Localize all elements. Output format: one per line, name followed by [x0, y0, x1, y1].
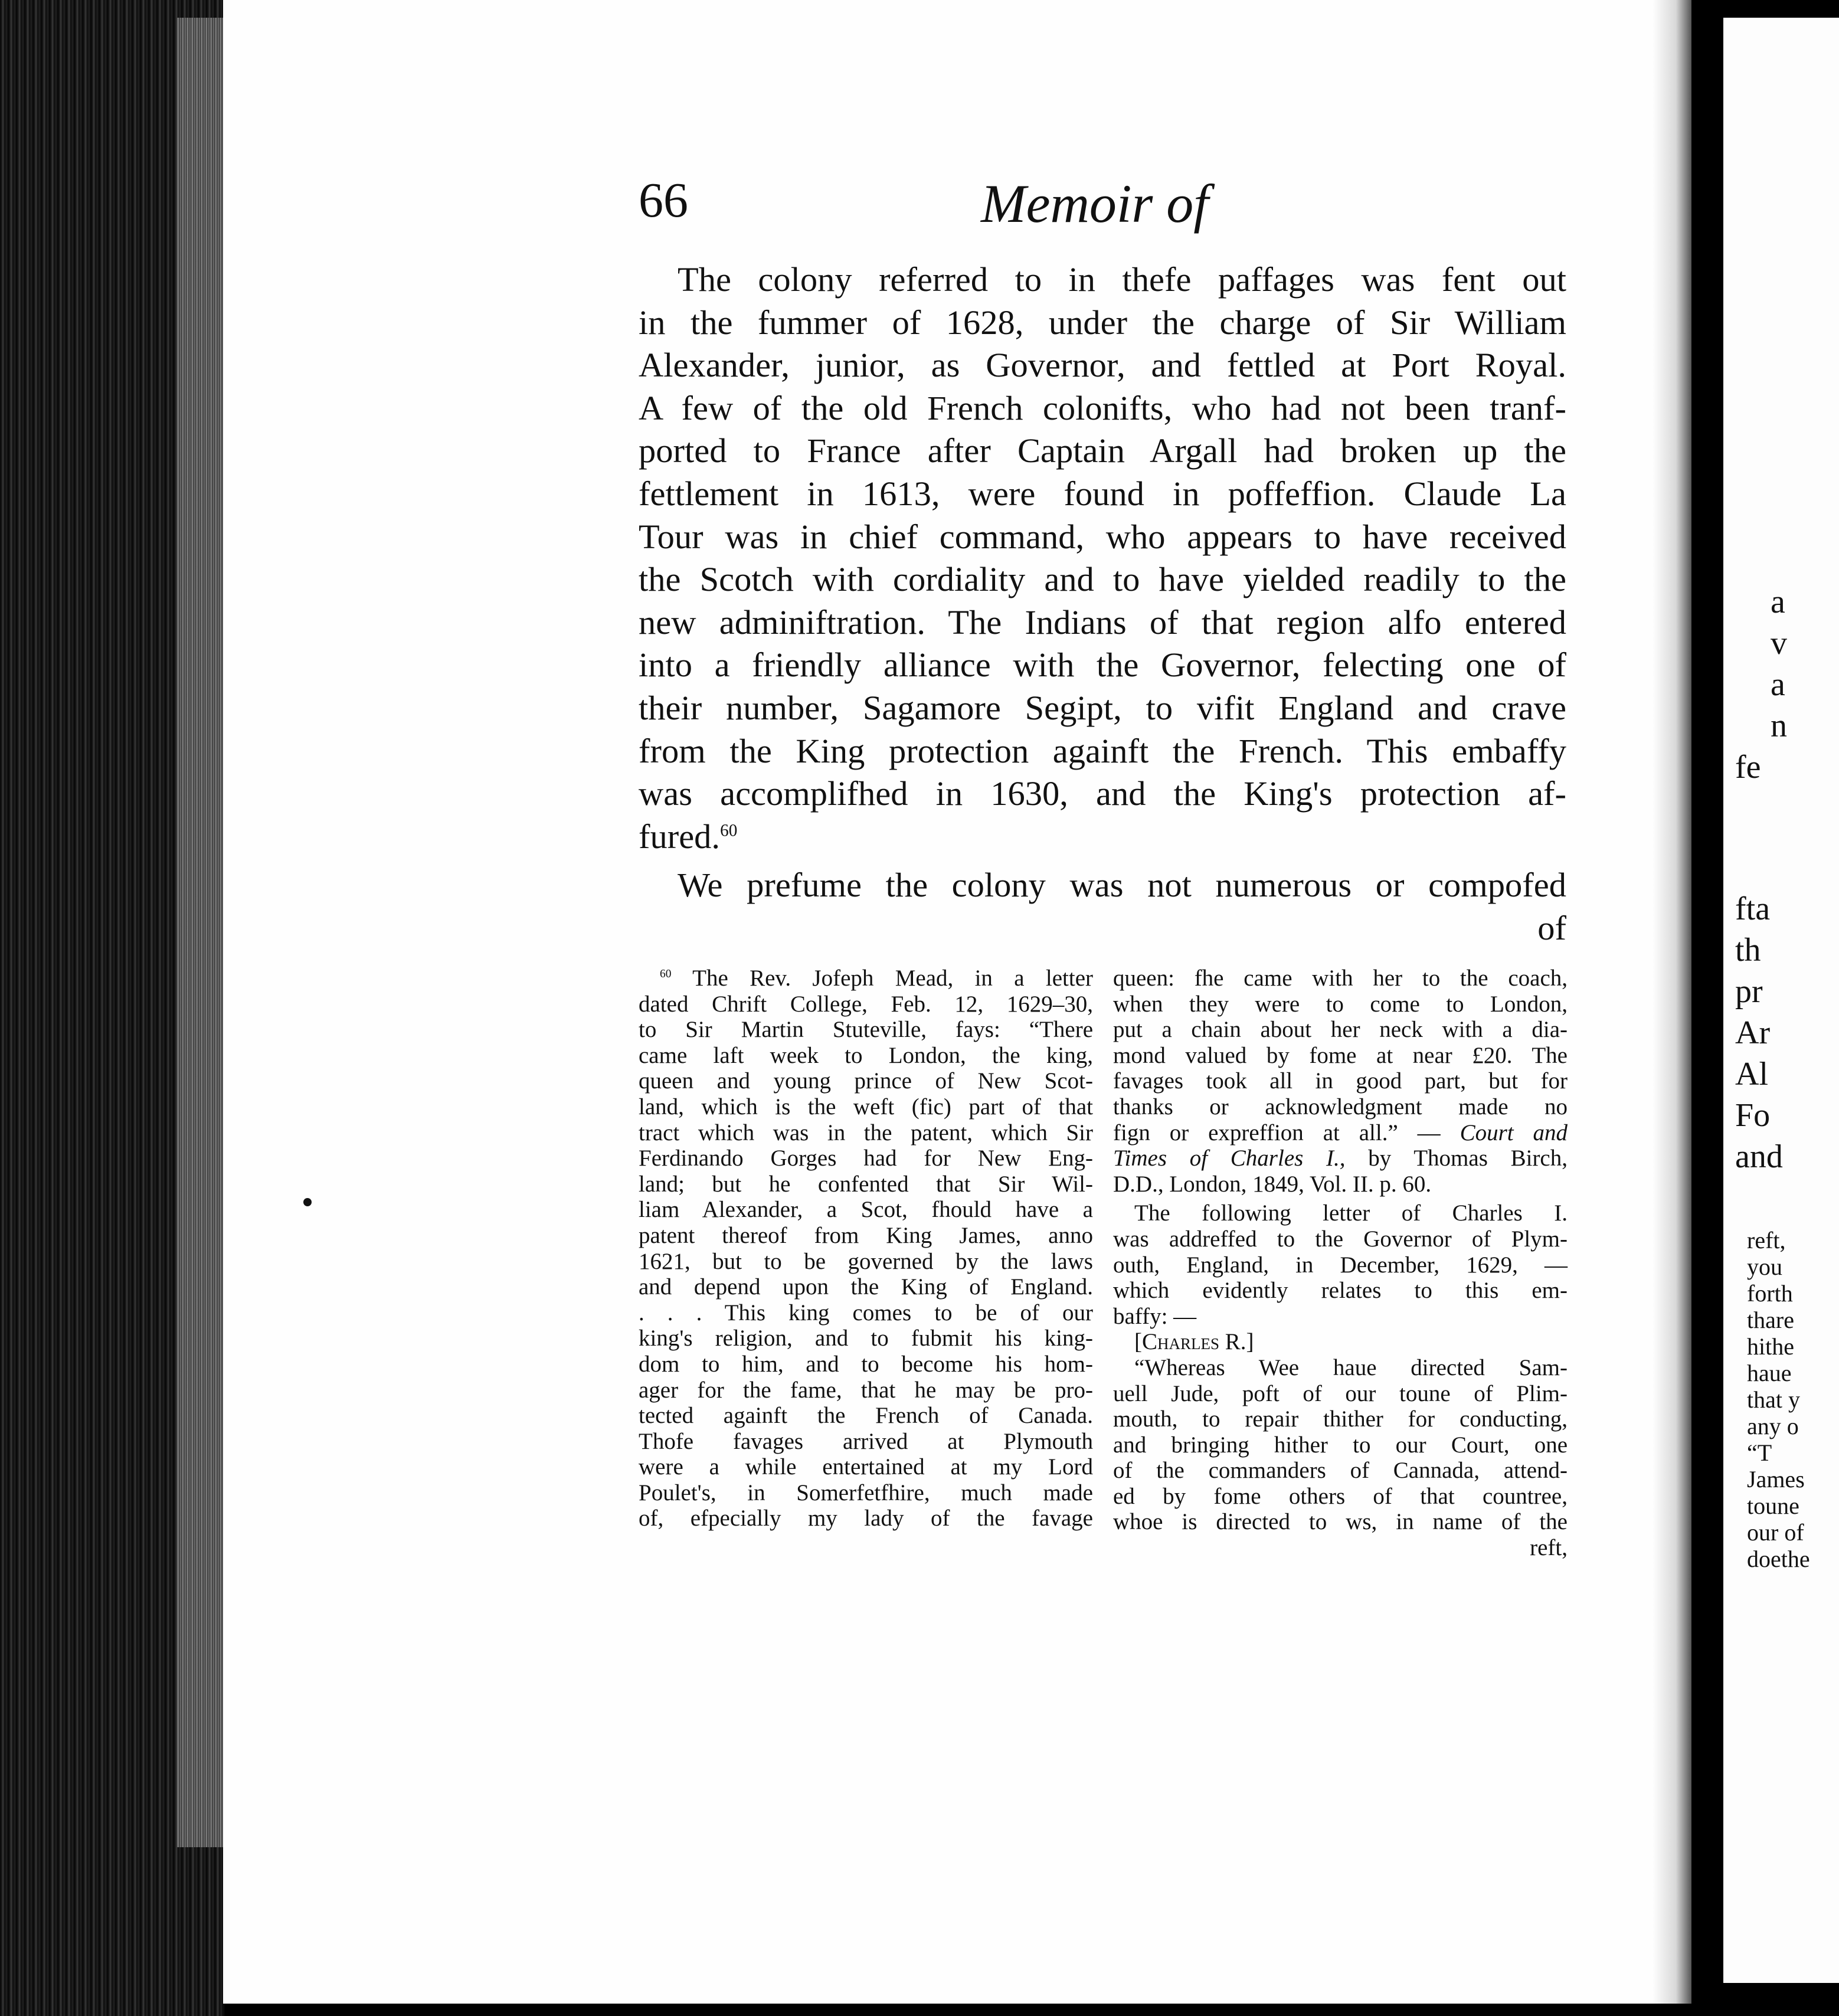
footnote-line: land, which is the weft (fic) part of that	[639, 1094, 1093, 1120]
body-line: Alexander, junior, as Governor, and fettled at Port Royal.	[639, 346, 1566, 385]
footnote-line: fign or expreffion at all.” — Court and	[1113, 1120, 1568, 1146]
footnote-line: queen and young prince of New Scot-	[639, 1068, 1093, 1094]
footnote-line: king's religion, and to fubmit his king-	[639, 1326, 1093, 1351]
right-page-text: a	[1771, 584, 1785, 620]
body-line: A few of the old French colonifts, who had not been tranf-	[639, 388, 1566, 427]
page-number: 66	[639, 173, 688, 228]
right-page-text: th	[1735, 932, 1761, 968]
right-page-fragment	[1723, 18, 1839, 1983]
footnote-line: thanks or acknowledgment made no	[1113, 1094, 1568, 1120]
body-line: of	[1537, 908, 1566, 947]
right-page-text: n	[1771, 708, 1787, 744]
right-page-footnote-text: you	[1747, 1254, 1782, 1280]
footnote-line: reft,	[1530, 1535, 1568, 1561]
footnote-column-right	[1113, 966, 1568, 1561]
footnote-line: which evidently relates to this em-	[1113, 1278, 1568, 1304]
footnote-line: when they were to come to London,	[1113, 991, 1568, 1017]
right-page-text: v	[1771, 625, 1787, 662]
page-header	[639, 171, 1565, 236]
body-line: their number, Sagamore Segipt, to vifit England and crave	[639, 688, 1566, 727]
footnote-line: dom to him, and to become his hom-	[639, 1351, 1093, 1377]
footnote-line: baffy: —	[1113, 1303, 1197, 1329]
right-page-footnote-text: doethe	[1747, 1546, 1810, 1572]
footnote-line: Poulet's, in Somerfetfhire, much made	[639, 1480, 1093, 1506]
footnote-line: favages took all in good part, but for	[1113, 1068, 1568, 1094]
body-line: ported to France after Captain Argall had broken up the	[639, 431, 1566, 470]
footnote-line: dated Chrift College, Feb. 12, 1629–30,	[639, 991, 1093, 1017]
footnote-line: and bringing hither to our Court, one	[1113, 1432, 1568, 1458]
right-page-footnote-text: haue	[1747, 1360, 1792, 1386]
body-line: The colony referred to in thefe paffages was fent out	[678, 260, 1566, 299]
footnote-line: land; but he confented that Sir Wil-	[639, 1171, 1093, 1197]
body-line: We prefume the colony was not numerous or compofed	[678, 866, 1566, 905]
footnote-line: queen: fhe came with her to the coach,	[1113, 966, 1568, 991]
body-line: was accomplifhed in 1630, and the King's protection af-	[639, 774, 1566, 813]
footnote-line: uell Jude, poft of our toune of Plim-	[1113, 1380, 1568, 1406]
footnote-line: Thofe favages arrived at Plymouth	[639, 1428, 1093, 1454]
right-page-text: fe	[1735, 749, 1761, 786]
footnote-marker: 60	[660, 968, 672, 980]
body-line: fettlement in 1613, were found in poffeffion. Claude La	[639, 474, 1566, 513]
right-page-text: fta	[1735, 891, 1771, 927]
footnote-line: whoe is directed to ws, in name of the	[1113, 1509, 1568, 1535]
right-page-text: a	[1771, 666, 1785, 703]
body-line: new adminiftration. The Indians of that region alfo entered	[639, 603, 1566, 642]
footnote-line: was addreffed to the Governor of Plym-	[1113, 1226, 1568, 1252]
paragraph-gap	[639, 858, 1566, 864]
footnote-line: Times of Charles I., by Thomas Birch,	[1113, 1146, 1568, 1171]
footnote-line: $^{60}$ The Rev. Jofeph Mead, in a letter	[660, 966, 1093, 991]
body-line: into a friendly alliance with the Governor, felecting one of	[639, 646, 1566, 685]
footnote-column-left	[639, 966, 1093, 1531]
footnote-line: mond valued by fome at near £20. The	[1113, 1042, 1568, 1068]
right-page-footnote-text: thare	[1747, 1307, 1794, 1333]
footnote-line: and depend upon the King of England.	[639, 1274, 1093, 1300]
footnote-line: tract which was in the patent, which Sir	[639, 1120, 1093, 1146]
gutter-shadow	[1653, 0, 1691, 2004]
footnote-reference: 60	[720, 821, 738, 840]
footnote-line: ed by fome others of that countree,	[1113, 1483, 1568, 1509]
footnote-line: ager for the fame, that he may be pro-	[639, 1377, 1093, 1403]
running-title: Memoir of	[981, 174, 1209, 234]
footnote-line: [Charles R.]	[1134, 1329, 1254, 1355]
footnote-line: tected againft the French of Canada.	[639, 1403, 1093, 1429]
right-page-footnote-text: toune	[1747, 1493, 1799, 1519]
footnote-line: of, efpecially my lady of the favage	[639, 1506, 1093, 1531]
right-page-footnote-text: James	[1747, 1466, 1805, 1493]
page-edges	[177, 18, 224, 1847]
body-line: in the fummer of 1628, under the charge of Sir William	[639, 303, 1566, 342]
footnote-line: Ferdinando Gorges had for New Eng-	[639, 1146, 1093, 1171]
body-line: the Scotch with cordiality and to have yielded readily to the	[639, 560, 1566, 599]
footnote-line: liam Alexander, a Scot, fhould have a	[639, 1197, 1093, 1223]
body-line: fured.$^{60}$	[639, 817, 738, 856]
footnote-line: “Whereas Wee haue directed Sam-	[1134, 1354, 1568, 1380]
right-page-text: and	[1735, 1138, 1783, 1175]
footnote-line: came laft week to London, the king,	[639, 1042, 1093, 1068]
body-line: Tour was in chief command, who appears to have received	[639, 517, 1566, 556]
right-page-footnote-text: any o	[1747, 1413, 1799, 1439]
right-page-footnote-text: our of	[1747, 1519, 1804, 1546]
footnote-line: 1621, but to be governed by the laws	[639, 1248, 1093, 1274]
right-page-footnote-text: that y	[1747, 1386, 1800, 1413]
footnote-line: . . . This king comes to be of our	[639, 1300, 1093, 1326]
footnote-line: put a chain about her neck with a dia-	[1113, 1017, 1568, 1043]
right-page-text: Fo	[1735, 1097, 1771, 1134]
footnote-line: outh, England, in December, 1629, —	[1113, 1252, 1568, 1278]
footnote-line: were a while entertained at my Lord	[639, 1454, 1093, 1480]
right-page-text: pr	[1735, 973, 1763, 1010]
right-page-text: Ar	[1735, 1014, 1771, 1051]
right-page-footnote-text: forth	[1747, 1280, 1793, 1307]
right-page-footnote-text: “T	[1747, 1439, 1772, 1466]
right-page-footnote-text: hithe	[1747, 1333, 1794, 1360]
ink-spot	[303, 1198, 312, 1206]
footnote-line: of the commanders of Cannada, attend-	[1113, 1458, 1568, 1484]
right-page-footnote-text: reft,	[1747, 1227, 1786, 1254]
footnote-line: The following letter of Charles I.	[1134, 1200, 1568, 1226]
right-page-text: Al	[1735, 1056, 1768, 1092]
footnote-line: D.D., London, 1849, Vol. II. p. 60.	[1113, 1171, 1432, 1197]
footnote-line: to Sir Martin Stuteville, fays: “There	[639, 1017, 1093, 1043]
body-line: from the King protection againft the French. This embaffy	[639, 731, 1566, 770]
footnote-line: mouth, to repair thither for conducting,	[1113, 1406, 1568, 1432]
footnote-line: patent thereof from King James, anno	[639, 1222, 1093, 1248]
main-text	[639, 258, 1566, 950]
